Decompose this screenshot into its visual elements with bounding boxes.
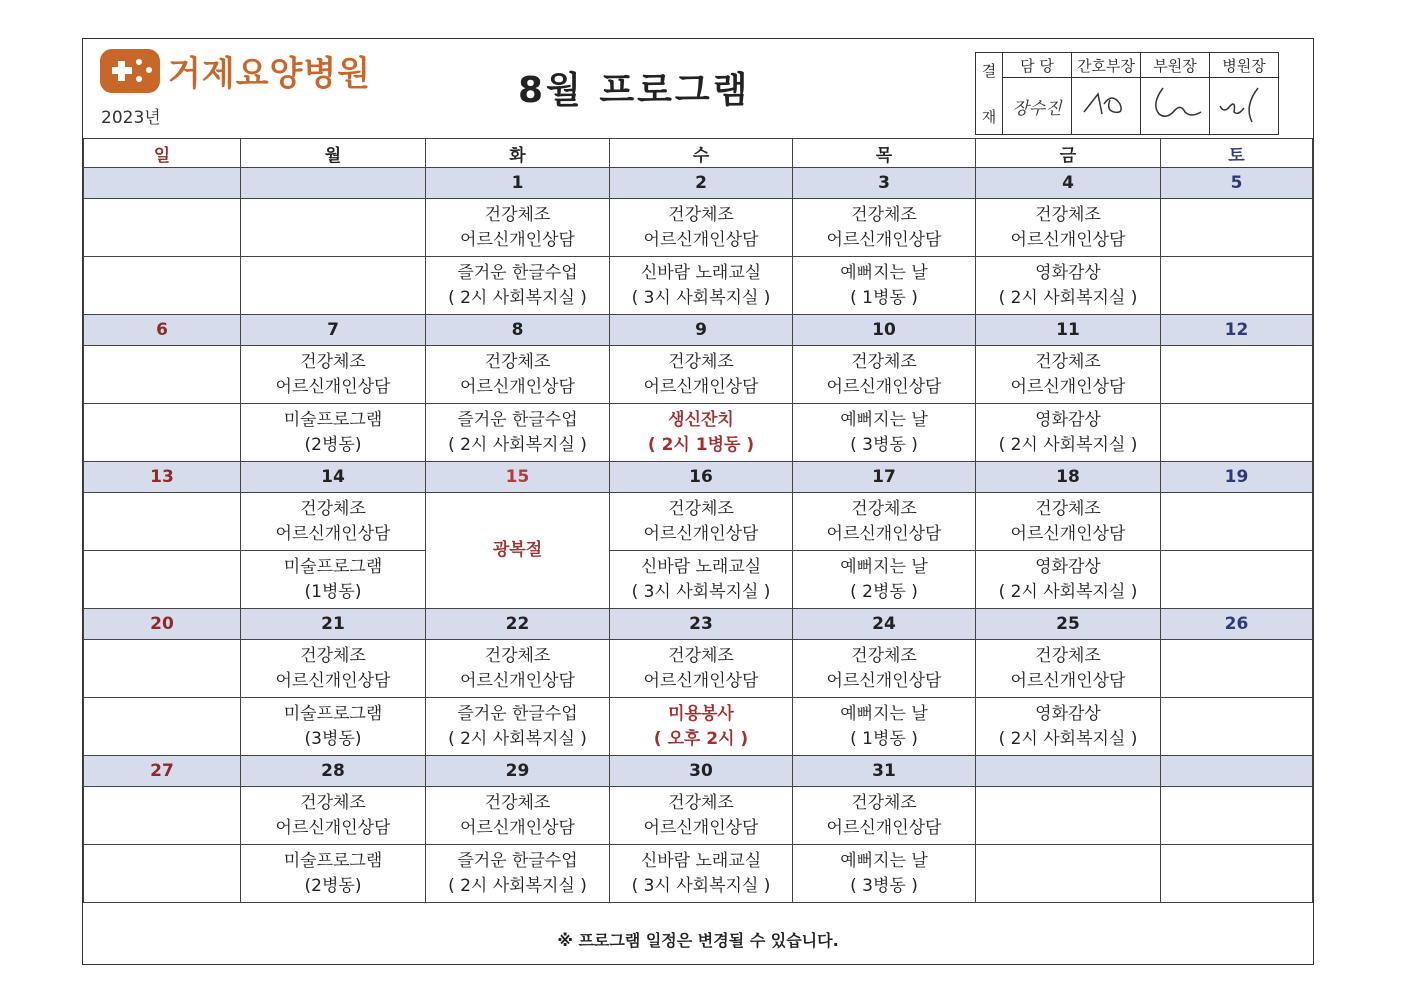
program-line: 어르신개인상담 [826,229,942,250]
date-row [84,168,1313,199]
program-line: 어르신개인상담 [460,376,575,397]
date-cell: 28 [241,756,426,787]
program-line: 예뻐지는 날 [840,703,928,724]
program-cell [241,845,426,903]
program-line: ( 3병동 ) [850,875,918,896]
program-cell [793,199,976,257]
program-line: 어르신개인상담 [460,229,575,250]
program-line: 영화감상 [1035,262,1101,283]
program-line: ( 2시 사회복지실 ) [998,434,1138,455]
program-line: 예뻐지는 날 [840,556,928,577]
date-cell: 12 [1161,315,1313,346]
program-cell [241,698,426,756]
program-line: 건강체조 [1035,204,1101,225]
program-cell [1161,551,1313,609]
program-cell [610,787,793,845]
program-cell [976,404,1161,462]
program-cell [610,698,793,756]
program-cell [84,346,241,404]
program-line: 어르신개인상담 [643,376,759,397]
program-line: 어르신개인상담 [826,817,942,838]
date-cell: 29 [426,756,610,787]
program-cell [1161,493,1313,551]
program-cell [976,787,1161,845]
program-cell [84,199,241,257]
program-cell [793,698,976,756]
program-cell [976,493,1161,551]
program-line: 신바람 노래교실 [640,556,762,577]
date-row [84,315,1313,346]
date-cell [241,168,426,199]
program-cell [84,845,241,903]
program-line: 어르신개인상담 [1010,229,1126,250]
signature-head-nurse [1072,78,1141,135]
program-line: 건강체조 [851,204,917,225]
program-cell [241,493,426,551]
approval-label: 결 재 [976,53,1003,135]
program-cell [610,640,793,698]
program-line: 어르신개인상담 [275,817,391,838]
program-line: 생신잔치 [668,409,734,430]
program-line: 건강체조 [851,498,917,519]
date-row [84,609,1313,640]
program-line: 건강체조 [851,351,917,372]
program-line: 어르신개인상담 [643,229,759,250]
program-line: 어르신개인상담 [643,523,759,544]
date-cell: 30 [610,756,793,787]
program-line: 건강체조 [300,498,366,519]
weekday-sun: 일 [84,139,241,168]
program-line: ( 2시 사회복지실 ) [448,287,587,308]
program-line: 어르신개인상담 [1010,376,1126,397]
approval-header-manager: 담 당 [1003,53,1072,78]
program-line: 건강체조 [484,645,551,666]
program-line: ( 2시 사회복지실 ) [448,728,587,749]
date-cell: 14 [241,462,426,493]
date-cell: 7 [241,315,426,346]
program-row [84,346,1313,404]
program-line: 건강체조 [484,351,551,372]
date-cell: 5 [1161,168,1313,199]
holiday-label: 광복절 [492,540,543,560]
program-cell [426,787,610,845]
program-cell [793,640,976,698]
program-cell [610,199,793,257]
date-cell: 24 [793,609,976,640]
date-cell: 10 [793,315,976,346]
program-cell [84,551,241,609]
program-line: (2병동) [304,434,362,455]
program-cell [793,404,976,462]
program-cell [426,845,610,903]
program-line: 즐거운 한글수업 [457,409,578,430]
approval-header-vice-director: 부원장 [1141,53,1210,78]
program-cell [976,257,1161,315]
hospital-name: 거제요양병원 [168,54,372,94]
program-line: 미용봉사 [668,703,734,724]
program-cell [976,640,1161,698]
hospital-cross-icon [100,49,160,93]
program-line: 어르신개인상담 [826,670,942,691]
program-line: ( 1병동 ) [850,287,918,308]
date-cell [1161,756,1313,787]
weekday-sat: 토 [1161,139,1313,168]
program-line: 신바람 노래교실 [640,262,762,283]
program-line: 어르신개인상담 [643,670,759,691]
program-line: 건강체조 [668,351,734,372]
program-row [84,493,1313,551]
program-line: 어르신개인상담 [275,523,391,544]
program-cell [610,493,793,551]
program-line: ( 3시 사회복지실 ) [631,287,771,308]
signature-manager: 장수진 [1003,78,1072,135]
program-line: ( 3병동 ) [850,434,918,455]
program-line: (3병동) [304,728,362,749]
program-cell [241,199,426,257]
program-cell [241,404,426,462]
program-line: 어르신개인상담 [1010,670,1126,691]
program-line: 건강체조 [668,498,734,519]
date-cell: 11 [976,315,1161,346]
program-line: 어르신개인상담 [275,670,391,691]
date-row [84,462,1313,493]
program-line: 예뻐지는 날 [840,262,928,283]
program-line: 건강체조 [668,792,734,813]
program-cell [1161,640,1313,698]
date-cell: 21 [241,609,426,640]
program-line: 건강체조 [484,204,551,225]
program-line: 어르신개인상담 [460,817,575,838]
date-cell: 27 [84,756,241,787]
program-line: 미술프로그램 [283,850,383,871]
program-cell [241,257,426,315]
program-cell [241,551,426,609]
program-line: 건강체조 [851,792,917,813]
date-cell: 1 [426,168,610,199]
program-cell [793,551,976,609]
program-row [84,640,1313,698]
approval-header-director: 병원장 [1210,53,1279,78]
weekday-tue: 화 [426,139,610,168]
program-cell [84,787,241,845]
program-line: 미술프로그램 [283,409,383,430]
program-cell [793,493,976,551]
program-row [84,698,1313,756]
program-line: 건강체조 [851,645,917,666]
hospital-logo [100,46,371,95]
program-cell [84,698,241,756]
holiday-cell [426,493,610,609]
program-row [84,787,1313,845]
program-cell [426,404,610,462]
program-line: 즐거운 한글수업 [457,262,578,283]
program-line: ( 2시 1병동 ) [647,434,755,455]
signature-vice-director [1141,78,1210,135]
program-line: 즐거운 한글수업 [457,850,578,871]
program-cell [1161,698,1313,756]
program-cell [793,787,976,845]
program-line: ( 2시 사회복지실 ) [448,434,587,455]
date-cell: 22 [426,609,610,640]
date-cell: 25 [976,609,1161,640]
program-line: 영화감상 [1035,703,1101,724]
program-line: 건강체조 [668,645,734,666]
date-cell: 8 [426,315,610,346]
year-label: 2023년 [101,108,161,128]
program-line: 어르신개인상담 [460,670,575,691]
program-cell [976,845,1161,903]
program-cell [793,257,976,315]
program-cell [976,698,1161,756]
program-cell [610,551,793,609]
program-line: ( 3시 사회복지실 ) [631,581,771,602]
program-line: 어르신개인상담 [643,817,759,838]
program-row [84,257,1313,315]
program-cell [976,551,1161,609]
program-line: 건강체조 [668,204,734,225]
program-row [84,199,1313,257]
program-cell [610,346,793,404]
program-cell [1161,787,1313,845]
date-cell: 13 [84,462,241,493]
program-row [84,404,1313,462]
program-cell [84,640,241,698]
program-cell [426,346,610,404]
program-line: 예뻐지는 날 [840,409,928,430]
page-title: 8월 프로그램 [518,70,751,111]
program-cell [426,640,610,698]
date-cell: 4 [976,168,1161,199]
weekday-fri: 금 [976,139,1161,168]
program-cell [426,257,610,315]
date-cell: 19 [1161,462,1313,493]
date-cell: 6 [84,315,241,346]
weekday-wed: 수 [610,139,793,168]
weekday-header-row [84,139,1313,168]
program-cell [84,404,241,462]
date-cell: 17 [793,462,976,493]
program-cell [84,493,241,551]
date-cell: 26 [1161,609,1313,640]
date-cell: 31 [793,756,976,787]
program-calendar [83,138,1313,903]
program-cell [241,346,426,404]
program-row [84,845,1313,903]
program-line: 건강체조 [1035,498,1101,519]
program-line: 즐거운 한글수업 [457,703,578,724]
program-cell [84,257,241,315]
program-line: ( 2병동 ) [850,581,918,602]
approval-box [975,52,1279,135]
program-line: 건강체조 [300,645,366,666]
date-cell: 20 [84,609,241,640]
date-cell: 9 [610,315,793,346]
program-line: ( 2시 사회복지실 ) [998,581,1138,602]
program-line: (2병동) [304,875,362,896]
program-line: 신바람 노래교실 [640,850,762,871]
weekday-thu: 목 [793,139,976,168]
date-cell [84,168,241,199]
program-cell [1161,346,1313,404]
program-line: 건강체조 [484,792,551,813]
program-cell [1161,199,1313,257]
program-line: ( 2시 사회복지실 ) [998,287,1138,308]
program-line: 예뻐지는 날 [840,850,928,871]
program-line: 건강체조 [1035,351,1101,372]
date-cell: 2 [610,168,793,199]
signature-director [1210,78,1279,135]
program-cell [426,199,610,257]
program-cell [241,640,426,698]
program-cell [793,845,976,903]
program-cell [1161,257,1313,315]
program-line: 어르신개인상담 [275,376,391,397]
date-cell: 15 [426,462,610,493]
program-cell [976,346,1161,404]
approval-header-head-nurse: 간호부장 [1072,53,1141,78]
program-line: (1병동) [304,581,362,602]
program-cell [241,787,426,845]
program-line: ( 2시 사회복지실 ) [448,875,587,896]
program-line: 영화감상 [1035,556,1101,577]
program-line: 건강체조 [1035,645,1101,666]
program-row [84,551,1313,609]
program-cell [610,257,793,315]
program-line: 어르신개인상담 [1010,523,1126,544]
date-cell: 3 [793,168,976,199]
program-line: 건강체조 [300,351,366,372]
program-line: 어르신개인상담 [826,523,942,544]
program-line: ( 2시 사회복지실 ) [998,728,1138,749]
program-cell [793,346,976,404]
program-line: 미술프로그램 [283,556,383,577]
program-line: 영화감상 [1035,409,1101,430]
date-cell: 18 [976,462,1161,493]
program-line: 건강체조 [300,792,366,813]
program-line: 미술프로그램 [283,703,383,724]
weekday-mon: 월 [241,139,426,168]
date-cell [976,756,1161,787]
program-line: ( 1병동 ) [850,728,918,749]
program-cell [1161,404,1313,462]
program-cell [610,845,793,903]
program-line: 어르신개인상담 [826,376,942,397]
date-cell: 23 [610,609,793,640]
program-line: ( 오후 2시 ) [653,728,749,749]
program-line: ( 3시 사회복지실 ) [631,875,771,896]
program-cell [1161,845,1313,903]
program-cell [610,404,793,462]
program-cell [426,698,610,756]
schedule-change-notice: ※ 프로그램 일정은 변경될 수 있습니다. [557,931,839,950]
date-cell: 16 [610,462,793,493]
program-cell [976,199,1161,257]
date-row [84,756,1313,787]
